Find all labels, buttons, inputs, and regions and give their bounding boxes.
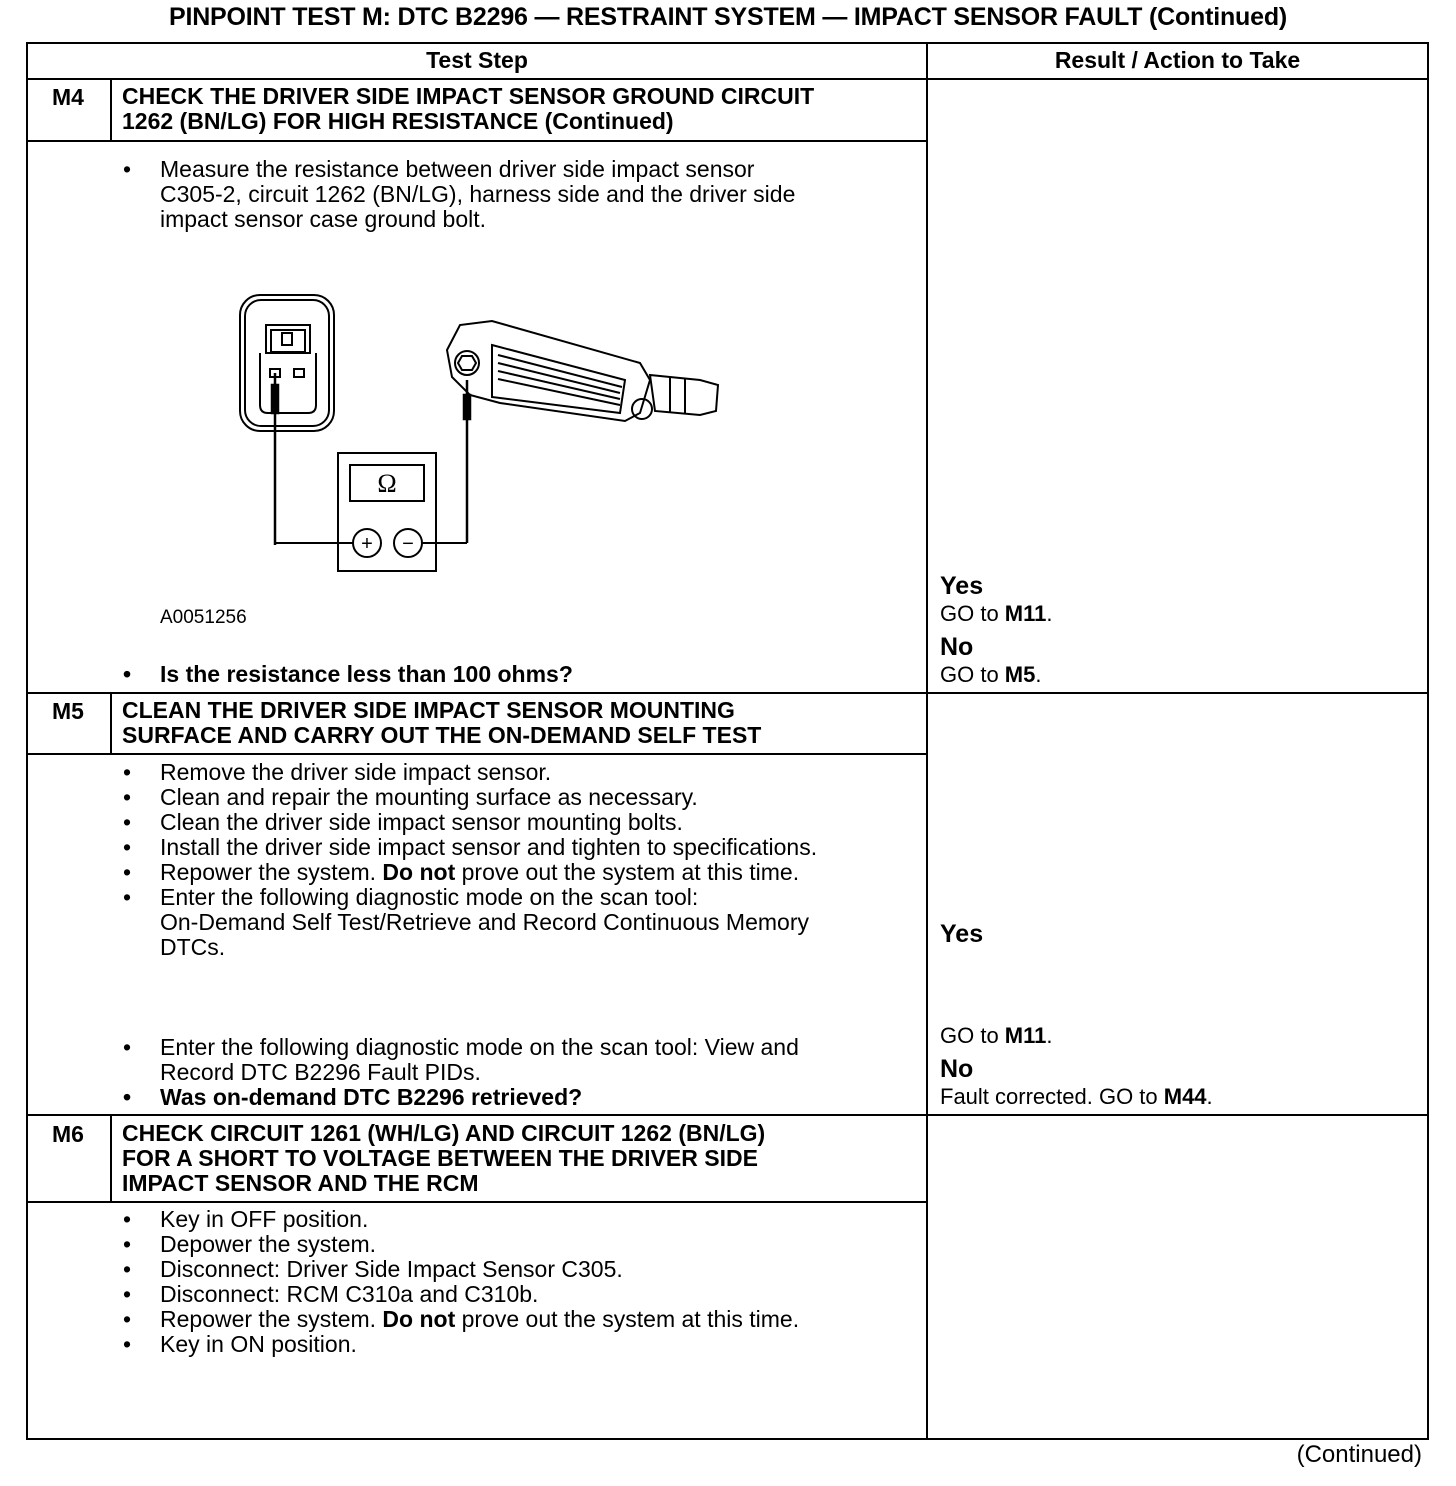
result-yes-action: GO to M11.: [940, 601, 1053, 626]
continued-footer: (Continued): [1296, 1441, 1422, 1468]
impact-sensor-icon: [447, 321, 718, 421]
m4-title-divider: [26, 140, 927, 142]
m5-title-divider: [26, 753, 927, 755]
m5-results: [940, 1023, 1213, 1110]
m5-instructions: [113, 760, 913, 960]
m5-results-yes: [940, 920, 983, 949]
row-divider-m5-m6: [26, 1114, 1429, 1116]
row-divider-m4-m5: [26, 692, 1429, 694]
step-id-m6: M6: [52, 1121, 84, 1147]
list-item: • Repower the system. Do not prove out the system at this time.: [123, 1306, 800, 1332]
list-item: • Is the resistance less than 100 ohms?: [123, 661, 573, 687]
list-item: • Clean and repair the mounting surface as necessary.: [123, 784, 698, 810]
step-title-m5: CLEAN THE DRIVER SIDE IMPACT SENSOR MOUNTING SURFACE AND CARRY OUT THE ON-DEMAND SELF TEST: [122, 697, 762, 748]
result-no-action: GO to M5.: [940, 662, 1042, 687]
list-item: • Key in OFF position.: [123, 1206, 369, 1232]
m6-instructions: [113, 1207, 913, 1357]
probe-right-icon: [464, 380, 470, 543]
impact-sensor-ohmmeter-figure: [230, 285, 740, 585]
m4-question: [113, 662, 913, 687]
list-item: • Repower the system. Do not prove out the system at this time.: [123, 859, 800, 885]
page-title: PINPOINT TEST M: DTC B2296 — RESTRAINT SYSTEM — IMPACT SENSOR FAULT (Continued): [168, 3, 1288, 31]
step-id-m5: M5: [52, 698, 84, 724]
m4-id-divider: [110, 78, 112, 141]
step-id-m4: M4: [52, 84, 84, 110]
list-item: • Enter the following diagnostic mode on the scan tool: View and Record DTC B2296 Fault PIDs.: [123, 1034, 799, 1085]
figure-id: A0051256: [160, 607, 247, 628]
result-yes-action: GO to M11.: [940, 1023, 1053, 1048]
probe-left-icon: [272, 373, 278, 545]
m5-instructions-2: [113, 1035, 913, 1110]
header-test-step: Test Step: [426, 47, 528, 73]
list-item: • Measure the resistance between driver side impact sensor C305-2, circuit 1262 (BN/LG), harness side and the driver side impact sensor case ground bolt.: [123, 156, 796, 232]
list-item: • Install the driver side impact sensor and tighten to specifications.: [123, 834, 818, 860]
step-title-m4: CHECK THE DRIVER SIDE IMPACT SENSOR GROUND CIRCUIT 1262 (BN/LG) FOR HIGH RESISTANCE (Continued): [122, 83, 815, 134]
result-yes-label: Yes: [940, 920, 984, 948]
connector-c305-icon: [240, 295, 334, 431]
meter-plus-terminal: +: [361, 533, 373, 555]
result-no-action: Fault corrected. GO to M44.: [940, 1084, 1213, 1109]
header-result-action: Result / Action to Take: [1054, 47, 1301, 73]
m5-id-divider: [110, 692, 112, 754]
m6-title-divider: [26, 1201, 927, 1203]
list-item: • Disconnect: RCM C310a and C310b.: [123, 1281, 539, 1307]
list-item: • Remove the driver side impact sensor.: [123, 759, 552, 785]
result-no-label: No: [940, 633, 974, 661]
column-divider: [926, 42, 928, 1440]
step-title-m6: CHECK CIRCUIT 1261 (WH/LG) AND CIRCUIT 1262 (BN/LG) FOR A SHORT TO VOLTAGE BETWEEN THE DRIVER SIDE IMPACT SENSOR AND THE RCM: [122, 1120, 766, 1196]
list-item: • Was on-demand DTC B2296 retrieved?: [123, 1084, 583, 1110]
ohm-symbol: Ω: [377, 469, 397, 498]
result-yes-label: Yes: [940, 572, 984, 600]
list-item: • Key in ON position.: [123, 1331, 357, 1357]
list-item: • Enter the following diagnostic mode on the scan tool: On-Demand Self Test/Retrieve and Record Continuous Memory DTCs.: [123, 884, 809, 960]
result-no-label: No: [940, 1055, 974, 1083]
m6-id-divider: [110, 1114, 112, 1202]
list-item: • Depower the system.: [123, 1231, 377, 1257]
header-divider: [26, 78, 1429, 80]
list-item: • Disconnect: Driver Side Impact Sensor C305.: [123, 1256, 623, 1282]
m4-results: [940, 572, 1053, 688]
m4-instructions: [113, 157, 913, 232]
list-item: • Clean the driver side impact sensor mounting bolts.: [123, 809, 683, 835]
meter-minus-terminal: −: [402, 533, 414, 555]
